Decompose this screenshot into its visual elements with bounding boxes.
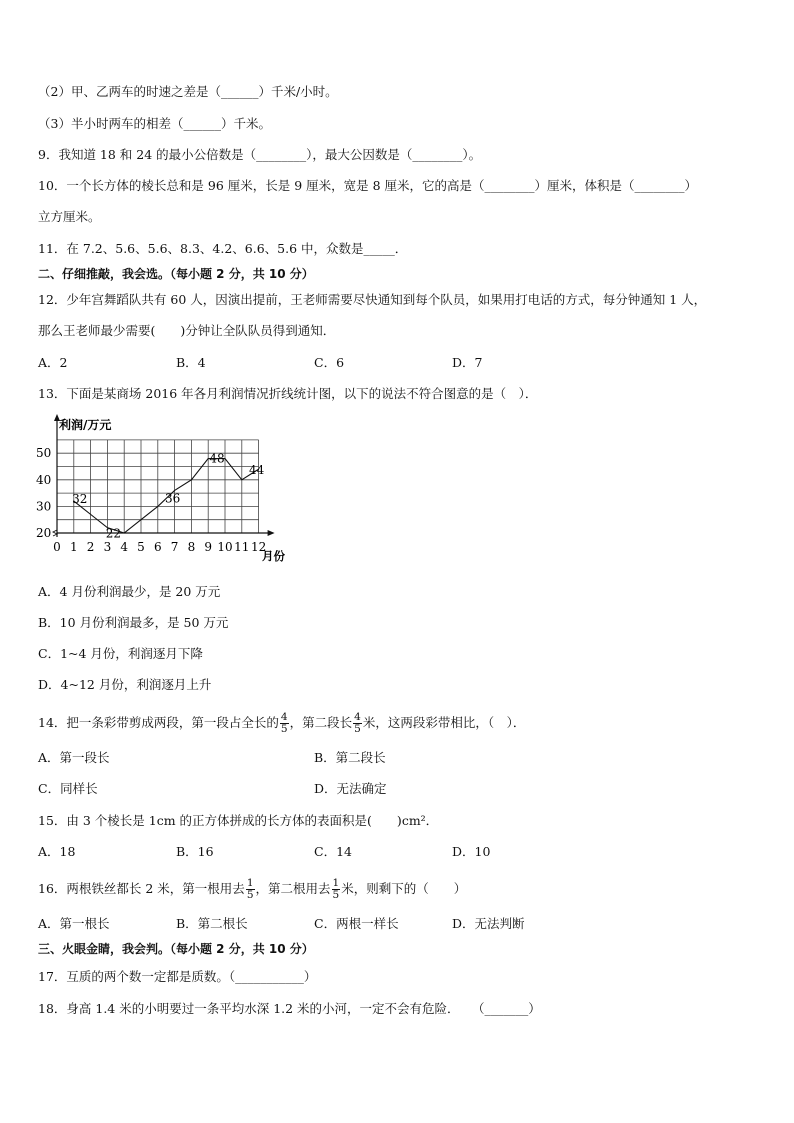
x-tick-label: 2 bbox=[86, 540, 95, 554]
q15-option-c: C．14 bbox=[314, 844, 352, 859]
y-tick-label: 40 bbox=[36, 472, 52, 487]
fraction-denominator: 5 bbox=[246, 889, 254, 901]
x-tick-label: 3 bbox=[103, 540, 112, 554]
data-label: 32 bbox=[72, 492, 88, 507]
x-tick-label: 7 bbox=[170, 540, 179, 554]
data-label: 22 bbox=[105, 526, 122, 541]
q16-option-a: A．第一根长 bbox=[38, 916, 110, 931]
q15-option-a: A．18 bbox=[38, 844, 76, 859]
question-11: 11．在 7.2、5.6、5.6、8.3、4.2、6.6、5.6 中，众数是_____． bbox=[38, 241, 408, 256]
q15-option-b: B．16 bbox=[176, 844, 214, 859]
x-axis-arrow bbox=[268, 530, 275, 536]
question-10: 10．一个长方体的棱长总和是 96 厘米，长是 9 厘米，宽是 8 厘米，它的高是（________）厘米，体积是（________） bbox=[38, 178, 698, 193]
question-14 bbox=[38, 712, 525, 735]
q13-option-c: C．1~4 月份，利润逐月下降 bbox=[38, 646, 203, 661]
q12-option-d: D．7 bbox=[452, 355, 483, 370]
x-tick-label: 0 bbox=[53, 540, 61, 554]
fraction bbox=[246, 878, 255, 901]
q14-text-1: 14．把一条彩带剪成两段，第一段占全长的 bbox=[38, 715, 279, 730]
question-12-cont: 那么王老师最少需要( )分钟让全队队员得到通知． bbox=[38, 323, 336, 338]
q16-option-d: D．无法判断 bbox=[452, 916, 525, 931]
q12-option-b: B．4 bbox=[176, 355, 206, 370]
x-tick-label: 12 bbox=[250, 540, 267, 554]
x-tick-label: 1 bbox=[69, 540, 78, 554]
question-9: 9．我知道 18 和 24 的最小公倍数是（________），最大公因数是（________）。 bbox=[38, 147, 482, 162]
fraction bbox=[353, 712, 362, 735]
q13-option-a: A．4 月份利润最少，是 20 万元 bbox=[38, 584, 221, 599]
y-tick-label: 20 bbox=[36, 526, 52, 540]
fraction bbox=[280, 712, 289, 735]
q14-option-b: B．第二段长 bbox=[314, 750, 386, 765]
y-tick-label: 30 bbox=[36, 499, 52, 514]
question-15: 15．由 3 个棱长是 1cm 的正方体拼成的长方体的表面积是( )cm²． bbox=[38, 813, 439, 828]
q16-text-1: 16．两根铁丝都长 2 米，第一根用去 bbox=[38, 881, 245, 896]
question-13: 13．下面是某商场 2016 年各月利润情况折线统计图，以下的说法不符合图意的是（ ）． bbox=[38, 386, 538, 401]
q14-option-c: C．同样长 bbox=[38, 781, 98, 796]
y-tick-label: 50 bbox=[36, 446, 52, 461]
fraction-numerator: 4 bbox=[354, 711, 361, 723]
section-2-heading: 二、仔细推敲，我会选。（每小题 2 分，共 10 分） bbox=[38, 267, 314, 281]
question-10-cont: 立方厘米。 bbox=[38, 209, 101, 224]
x-tick-label: 9 bbox=[204, 540, 213, 554]
chart-ylabel: 利润/万元 bbox=[59, 418, 112, 432]
x-tick-label: 4 bbox=[120, 540, 129, 554]
fraction-denominator: 5 bbox=[280, 723, 288, 735]
x-tick-label: 11 bbox=[234, 540, 250, 554]
question-12: 12．少年宫舞蹈队共有 60 人，因演出提前，王老师需要尽快通知到每个队员，如果用打电话的方式，每分钟通知 1 人， bbox=[38, 292, 707, 307]
q14-option-d: D．无法确定 bbox=[314, 781, 387, 796]
q15-option-d: D．10 bbox=[452, 844, 491, 859]
data-label: 44 bbox=[248, 463, 265, 478]
q14-text-3: 米，这两段彩带相比，（ ）． bbox=[362, 715, 526, 730]
fraction bbox=[332, 878, 341, 901]
fraction-denominator: 5 bbox=[332, 889, 340, 901]
q13-option-d: D．4~12 月份，利润逐月上升 bbox=[38, 677, 212, 692]
q14-option-a: A．第一段长 bbox=[38, 750, 110, 765]
data-label: 36 bbox=[164, 491, 181, 506]
question-18: 18．身高 1.4 米的小明要过一条平均水深 1.2 米的小河，一定不会有危险． （_______） bbox=[38, 1001, 541, 1016]
q8-part3: （3）半小时两车的相差（______）千米。 bbox=[38, 116, 271, 131]
x-tick-label: 8 bbox=[187, 540, 196, 554]
profit-line-chart bbox=[34, 412, 294, 572]
q16-option-c: C．两根一样长 bbox=[314, 916, 399, 931]
q8-part2: （2）甲、乙两车的时速之差是（______）千米/小时。 bbox=[38, 84, 338, 99]
q16-text-3: 米，则剩下的（ ） bbox=[341, 881, 467, 896]
fraction-numerator: 1 bbox=[332, 877, 340, 889]
x-tick-label: 5 bbox=[137, 540, 145, 554]
q16-text-2: ，第二根用去 bbox=[255, 881, 331, 896]
question-17: 17．互质的两个数一定都是质数。（___________） bbox=[38, 969, 317, 984]
x-tick-label: 10 bbox=[217, 540, 233, 554]
q13-option-b: B．10 月份利润最多，是 50 万元 bbox=[38, 615, 229, 630]
section-3-heading: 三、火眼金睛，我会判。（每小题 2 分，共 10 分） bbox=[38, 942, 314, 956]
fraction-denominator: 5 bbox=[354, 723, 361, 735]
fraction-numerator: 4 bbox=[280, 711, 288, 723]
fraction-numerator: 1 bbox=[246, 877, 254, 889]
q16-option-b: B．第二根长 bbox=[176, 916, 248, 931]
question-16 bbox=[38, 878, 466, 901]
q12-option-a: A．2 bbox=[38, 355, 68, 370]
x-tick-label: 6 bbox=[153, 540, 162, 554]
q12-option-c: C．6 bbox=[314, 355, 345, 370]
q14-text-2: ，第二段长 bbox=[289, 715, 353, 730]
data-label: 48 bbox=[209, 451, 225, 466]
chart-xlabel: 月份 bbox=[262, 549, 285, 563]
